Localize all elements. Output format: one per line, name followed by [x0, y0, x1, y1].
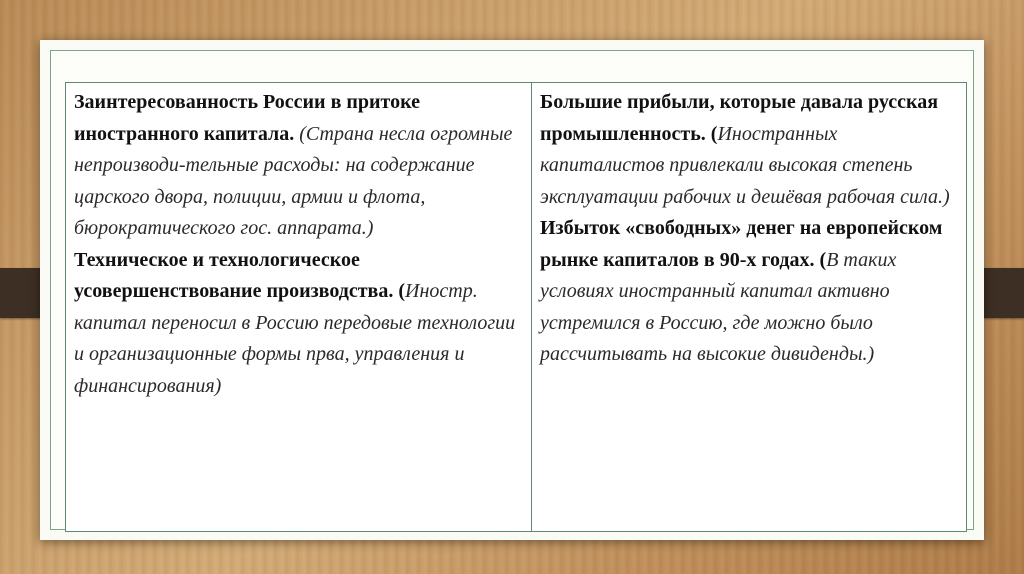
right-p2-detail: В таких условиях иностранный капитал активно устремился в Россию, где можно было рассчитывать на высокие дивиденды.) [540, 248, 897, 365]
left-p1-heading: Заинтересованность России в притоке иностранного капитала. [74, 91, 421, 145]
slide [40, 40, 984, 540]
right-p1-heading: Большие прибыли, которые давала русская промышленность. ( [540, 91, 939, 145]
left-p2-heading: Техническое и технологическое усовершенствование производства. ( [74, 248, 406, 302]
right-paragraph-1 [540, 87, 958, 213]
left-p2-detail: Иностр. капитал переносил в Россию передовые технологии и организационные формы прва, управления и финансирования) [74, 280, 516, 397]
left-column-cell [65, 82, 531, 532]
right-paragraph-2 [540, 213, 958, 371]
left-paragraph-1 [74, 87, 523, 245]
left-p1-detail: (Страна несла огромные непроизводи-тельные расходы: на содержание царского двора, полиции, армии и флота, бюрократического гос. аппарата.) [74, 122, 513, 239]
slide-frame [50, 50, 974, 530]
right-p1-detail: Иностранных капиталистов привлекали высокая степень эксплуатации рабочих и дешёвая рабочая сила.) [540, 122, 950, 208]
left-paragraph-2 [74, 245, 523, 403]
right-p2-heading: Избыток «свободных» денег на европейском рынке капиталов в 90-х годах. ( [540, 217, 943, 271]
right-column-cell [531, 82, 967, 532]
